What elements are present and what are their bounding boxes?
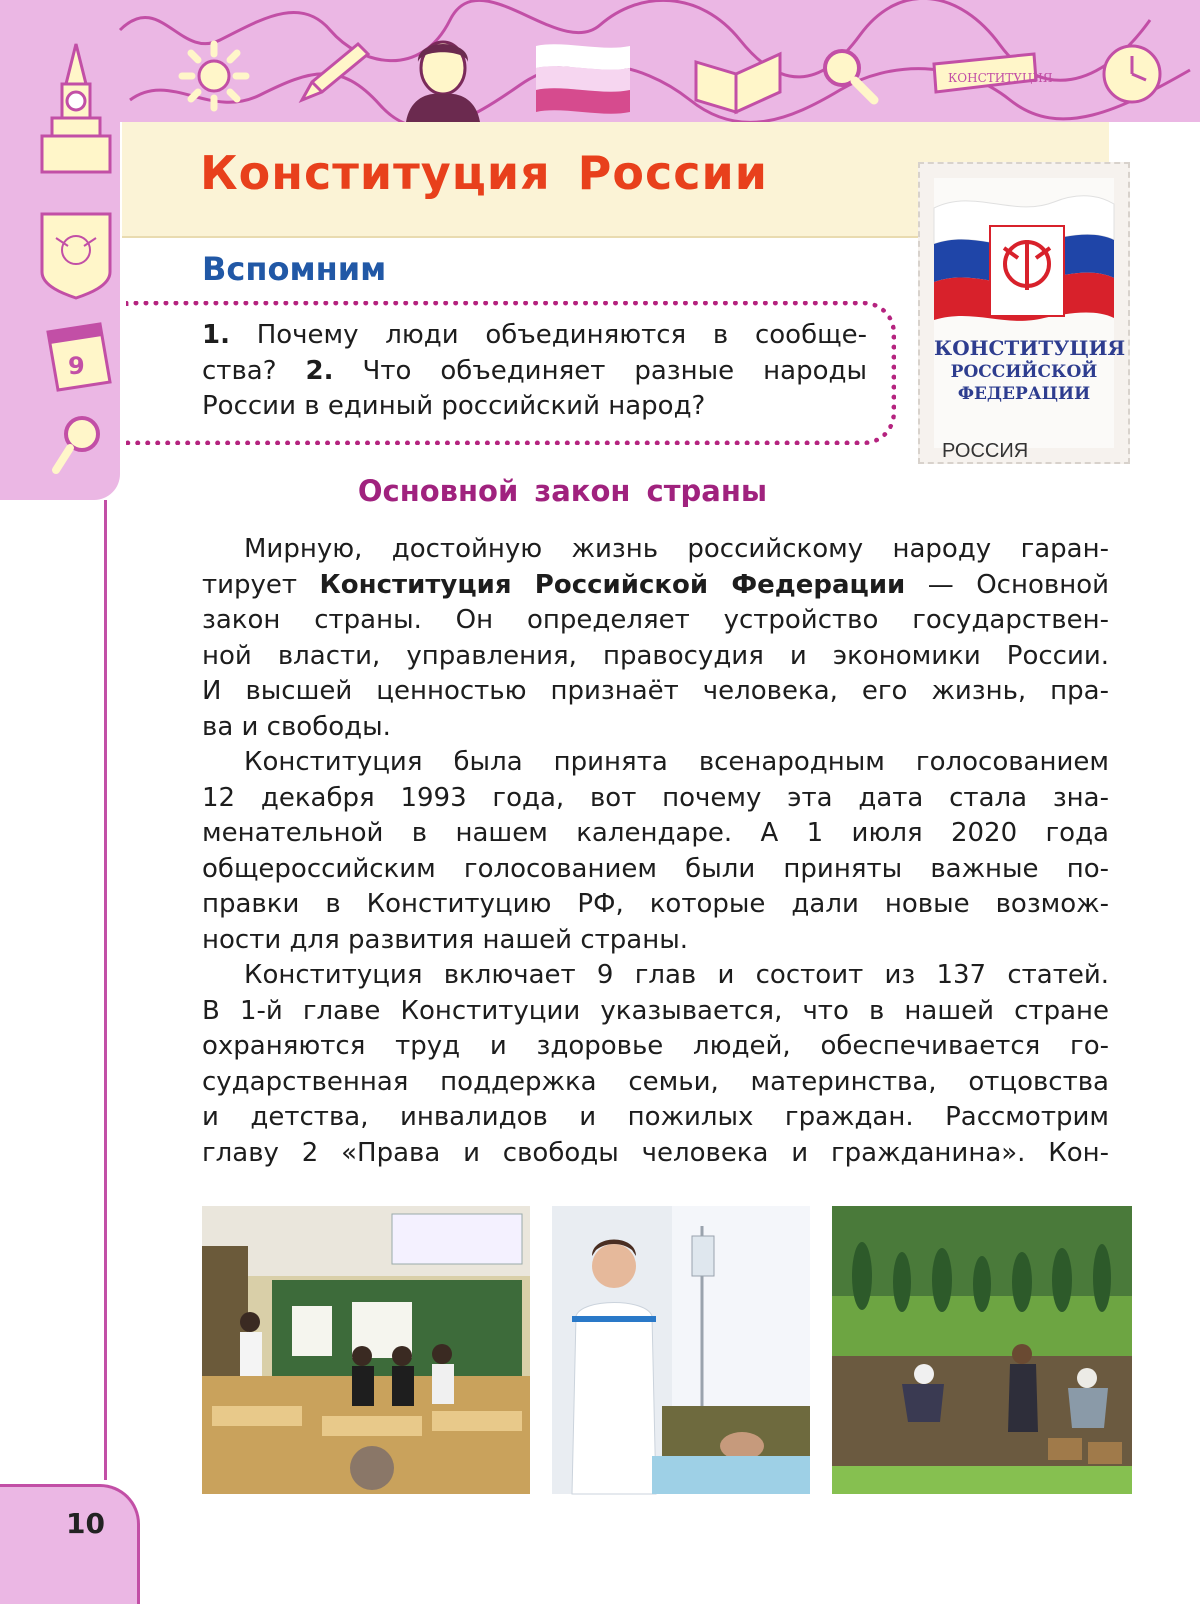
svg-text:9: 9 bbox=[68, 352, 85, 380]
section-heading: Основной закон страны bbox=[357, 474, 768, 508]
page-tab bbox=[0, 1484, 140, 1604]
stamp-title-line2: РОССИЙСКОЙ bbox=[950, 362, 1098, 382]
text-line: 12 декабря 1993 года, вот почему эта дата стала зна- bbox=[202, 782, 1109, 813]
side-magnifier-icon bbox=[50, 412, 106, 476]
recall-line: 1. Почему люди объединяются в сообще- bbox=[202, 320, 867, 350]
text-line: Конституция включает 9 глав и состоит из 137 статей. bbox=[244, 960, 1109, 990]
page-title: Конституция России bbox=[200, 146, 768, 200]
svg-text:КОНСТИТУЦИЯ: КОНСТИТУЦИЯ bbox=[948, 71, 1053, 85]
text-line: закон страны. Он определяет устройство государствен- bbox=[202, 605, 1109, 635]
text-line: и детства, инвалидов и пожилых граждан. Рассмотрим bbox=[202, 1102, 1109, 1132]
constitution-term: Конституция Российской Федерации bbox=[319, 569, 906, 600]
text-line: сударственная поддержка семьи, материнства, отцовства bbox=[202, 1066, 1109, 1097]
flag-icon bbox=[532, 40, 634, 118]
ruler-icon bbox=[930, 50, 1053, 102]
recall-heading: Вспомним bbox=[202, 250, 387, 288]
text-line: ной власти, управления, правосудия и экономики России. bbox=[202, 640, 1109, 671]
question-number: 1. bbox=[202, 320, 230, 350]
park-gardeners-photo bbox=[832, 1206, 1132, 1494]
text-line: общероссийским голосованием были приняты важные по- bbox=[202, 853, 1109, 884]
coat-of-arms-icon bbox=[38, 210, 114, 300]
text-line: И высшей ценностью признаёт человека, его жизнь, пра- bbox=[202, 676, 1109, 706]
recall-questions bbox=[202, 318, 867, 425]
text-line: Мирную, достойную жизнь российскому народу гаран- bbox=[244, 534, 1109, 564]
text-line: охраняются труд и здоровье людей, обеспечивается го- bbox=[202, 1031, 1109, 1061]
stamp-image bbox=[934, 178, 1126, 462]
stamp-title-line1: КОНСТИТУЦИЯ bbox=[934, 336, 1126, 360]
text-line: В 1-й главе Конституции указывается, что в нашей стране bbox=[202, 995, 1109, 1026]
page-number: 10 bbox=[66, 1507, 105, 1540]
classroom-photo bbox=[202, 1206, 530, 1494]
stamp-title-line3: ФЕДЕРАЦИИ bbox=[957, 384, 1091, 404]
margin-line bbox=[104, 500, 107, 1480]
nurse-photo bbox=[552, 1206, 810, 1494]
constitution-stamp bbox=[918, 162, 1130, 464]
question-number: 2. bbox=[305, 355, 334, 386]
text-line: ва и свободы. bbox=[202, 711, 391, 742]
text-line: менательной в нашем календаре. А 1 июля 2020 года bbox=[202, 818, 1109, 848]
text-line: Конституция была принята всенародным голосованием bbox=[244, 747, 1109, 777]
calendar-icon bbox=[44, 322, 114, 394]
flag-with-emblem-image bbox=[934, 178, 1114, 328]
text-line: главу 2 «Права и свободы человека и гражданина». Кон- bbox=[202, 1137, 1109, 1168]
clock-icon bbox=[1098, 40, 1166, 108]
pushkin-portrait-icon bbox=[398, 32, 488, 122]
open-book-icon bbox=[690, 44, 786, 116]
recall-line: России в единый российский народ? bbox=[202, 391, 706, 421]
pencil-icon bbox=[296, 40, 372, 106]
sun-icon bbox=[178, 40, 250, 112]
stamp-country: РОССИЯ bbox=[942, 440, 1029, 462]
recall-line: ства? 2. Что объединяет разные народы bbox=[202, 355, 868, 386]
text-line: ности для развития нашей страны. bbox=[202, 924, 688, 955]
body-text bbox=[202, 532, 1109, 1171]
magnifier-icon bbox=[818, 44, 880, 106]
text-line: правки в Конституцию РФ, которые дали новые возмож- bbox=[202, 889, 1109, 919]
text-line: тирует Конституция Российской Федерации — Основной bbox=[202, 569, 1109, 600]
kremlin-tower-icon bbox=[34, 44, 118, 178]
